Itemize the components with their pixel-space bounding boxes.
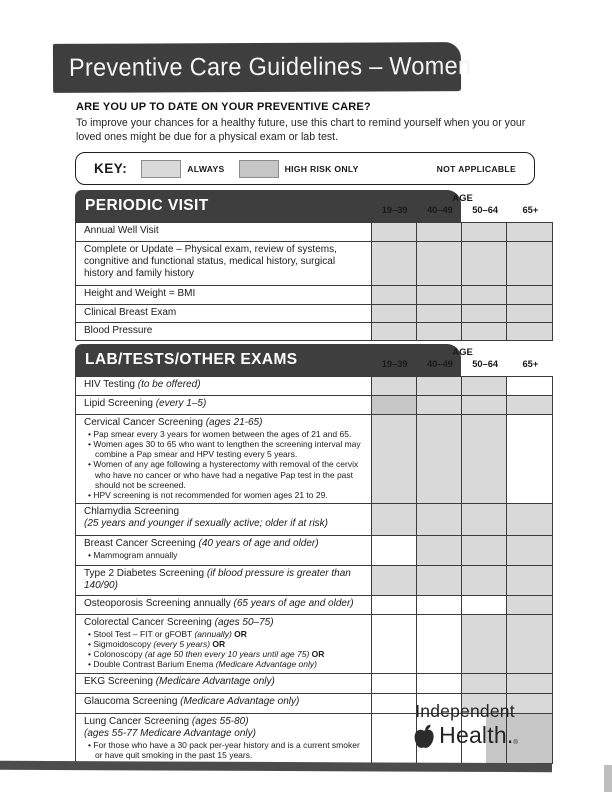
age-cell-always [507,674,552,693]
age-cell-always [372,566,417,595]
age-cell-always [507,223,552,241]
row-label: Lung Cancer Screening (ages 55-80) (ages 55-77 Medicare Advantage only) • For those who have a 30 pack per-year history and is a current smoker or have quit smoking in the past 15 years. [76,714,372,764]
table-row [76,396,552,414]
age-cell-always [417,286,462,304]
row-label: Cervical Cancer Screening (ages 21-65) • Pap smear every 3 years for women between the ages of 21 and 65. • Women ages 30 to 65 who want to lengthen the screening interval may combine a Pap smear and HPV testing every 5 years. • Women of any age following a hysterectomy with removal of the cervix who have no cancer or who have had a negative Pap test in the past should not be screened. • HPV screening is not recommended for women ages 21 to 29. [76,415,372,504]
age-cell-always [417,396,462,413]
age-column-header [372,190,553,222]
key-legend [75,152,535,185]
age-cell-none [372,536,417,565]
row-label: Height and Weight = BMI [76,286,372,304]
row-label: Chlamydia Screening (25 years and younger if sexually active; older if at risk) [76,504,372,535]
age-cell-always [417,242,462,285]
logo-line1: Independent [415,701,515,721]
periodic-visit-rows [75,222,553,341]
registered-mark: ® [513,740,518,746]
age-cell-always [462,415,507,504]
row-label: Annual Well Visit [76,223,372,241]
age-cell-always [417,536,462,565]
key-item-always: ALWAYS [187,163,225,174]
lab-tests-header [75,344,553,376]
age-col-40-49: 40–49 [426,205,453,215]
age-cell-always [462,286,507,304]
row-label: Lipid Screening (every 1–5) [76,396,372,413]
age-cell-always [372,242,417,285]
age-cell-always [462,377,507,395]
age-col-65plus: 65+ [522,205,539,215]
age-cell-always [507,286,552,304]
title-banner [53,42,472,93]
logo-line2: Health. [439,721,514,748]
table-row [76,674,552,694]
row-label: Breast Cancer Screening (40 years of age and older) • Mammogram annually [76,536,372,565]
table-row [76,615,552,674]
table-row [76,415,552,505]
age-cell-always [417,323,462,340]
independent-health-logo [398,701,532,750]
age-cell-always [372,415,417,504]
age-cell-none [372,615,417,673]
age-cell-high [372,396,417,413]
age-cell-always [462,615,507,673]
age-col-65plus: 65+ [522,359,539,370]
row-label: HIV Testing (to be offered) [76,377,372,395]
row-label: Type 2 Diabetes Screening (if blood pressure is greater than 140/90) [76,566,372,595]
age-cell-none [372,674,417,693]
age-cell-always [462,305,507,322]
age-col-50-64: 50–64 [472,205,499,215]
age-column-header [372,344,553,376]
age-col-19-39: 19–39 [381,205,408,215]
always-swatch [141,160,181,178]
age-cell-always [507,615,552,673]
section-title-periodic-visit: PERIODIC VISIT [85,197,209,214]
table-row [76,323,552,340]
table-row [76,504,552,536]
age-cell-always [372,286,417,304]
key-label: KEY: [94,161,128,176]
age-cell-always [507,504,552,535]
age-cell-always [417,415,462,504]
age-cell-always [462,323,507,340]
age-cell-always [372,377,417,395]
age-cell-always [462,396,507,413]
row-label: EKG Screening (Medicare Advantage only) [76,674,372,693]
age-cell-always [372,223,417,241]
table-row [76,242,552,286]
age-cell-always [372,305,417,322]
age-cell-none [462,596,507,613]
page-title: Preventive Care Guidelines – Women [68,52,472,82]
scan-artifact-tab [604,765,612,792]
age-cell-always [462,536,507,565]
row-label: Complete or Update – Physical exam, review of systems, congnitive and functional status, medical history, surgical history and family history [76,242,372,285]
table-row [76,596,552,614]
age-cell-none [507,377,552,395]
age-cell-always [507,396,552,413]
table-row [76,536,552,566]
table-row [76,223,552,242]
periodic-visit-header [75,190,553,222]
key-item-not-applicable: NOT APPLICABLE [436,163,516,174]
age-cell-always [417,223,462,241]
age-cell-always [417,377,462,395]
row-label: Glaucoma Screening (Medicare Advantage only) [76,694,372,713]
age-label: AGE [452,193,473,204]
age-cell-always [507,566,552,595]
age-cell-none [417,615,462,673]
age-cell-always [462,223,507,241]
age-label: AGE [452,347,473,359]
age-cell-always [462,566,507,595]
age-cell-none [507,415,552,504]
row-label: Blood Pressure [76,323,372,340]
intro-text: To improve your chances for a healthy future, use this chart to remind yourself when you or your loved ones might be due for a physical exam or lab test. [76,117,526,143]
age-cell-always [417,504,462,535]
age-cell-always [417,566,462,595]
row-label: Osteoporosis Screening annually (65 years of age and older) [76,596,372,613]
age-col-50-64: 50–64 [472,359,499,370]
guideline-tables [75,190,553,767]
age-cell-always [507,323,552,340]
table-row [76,305,552,323]
age-cell-none [417,674,462,693]
age-cell-none [372,596,417,613]
periodic-visit-section [75,190,553,341]
age-cell-always [462,674,507,693]
age-cell-always [462,504,507,535]
age-col-40-49: 40–49 [426,359,453,370]
table-row [76,566,552,596]
age-cell-always [462,242,507,285]
high-risk-swatch [239,160,279,178]
scan-artifact-bar [0,761,552,772]
age-cell-always [372,323,417,340]
age-cell-always [507,596,552,613]
age-cell-always [507,536,552,565]
table-row [76,377,552,396]
age-cell-always [507,242,552,285]
table-row [76,286,552,305]
preventive-care-question: ARE YOU UP TO DATE ON YOUR PREVENTIVE CARE? [76,101,371,113]
age-cell-always [372,504,417,535]
section-title-lab-tests: LAB/TESTS/OTHER EXAMS [85,351,298,369]
age-cell-always [417,305,462,322]
row-label: Colorectal Cancer Screening (ages 50–75) • Stool Test – FIT or gFOBT (annually) OR • Sigmoidoscopy (every 5 years) OR • Colonoscopy (at age 50 then every 10 years until age 75) OR • Double Contrast Barium Enema (Medicare Advantage only) [76,615,372,673]
age-cell-none [417,596,462,613]
key-item-high-risk: HIGH RISK ONLY [284,163,359,174]
row-label: Clinical Breast Exam [76,305,372,322]
age-col-19-39: 19–39 [381,359,408,370]
age-cell-always [507,305,552,322]
apple-icon [412,723,437,750]
